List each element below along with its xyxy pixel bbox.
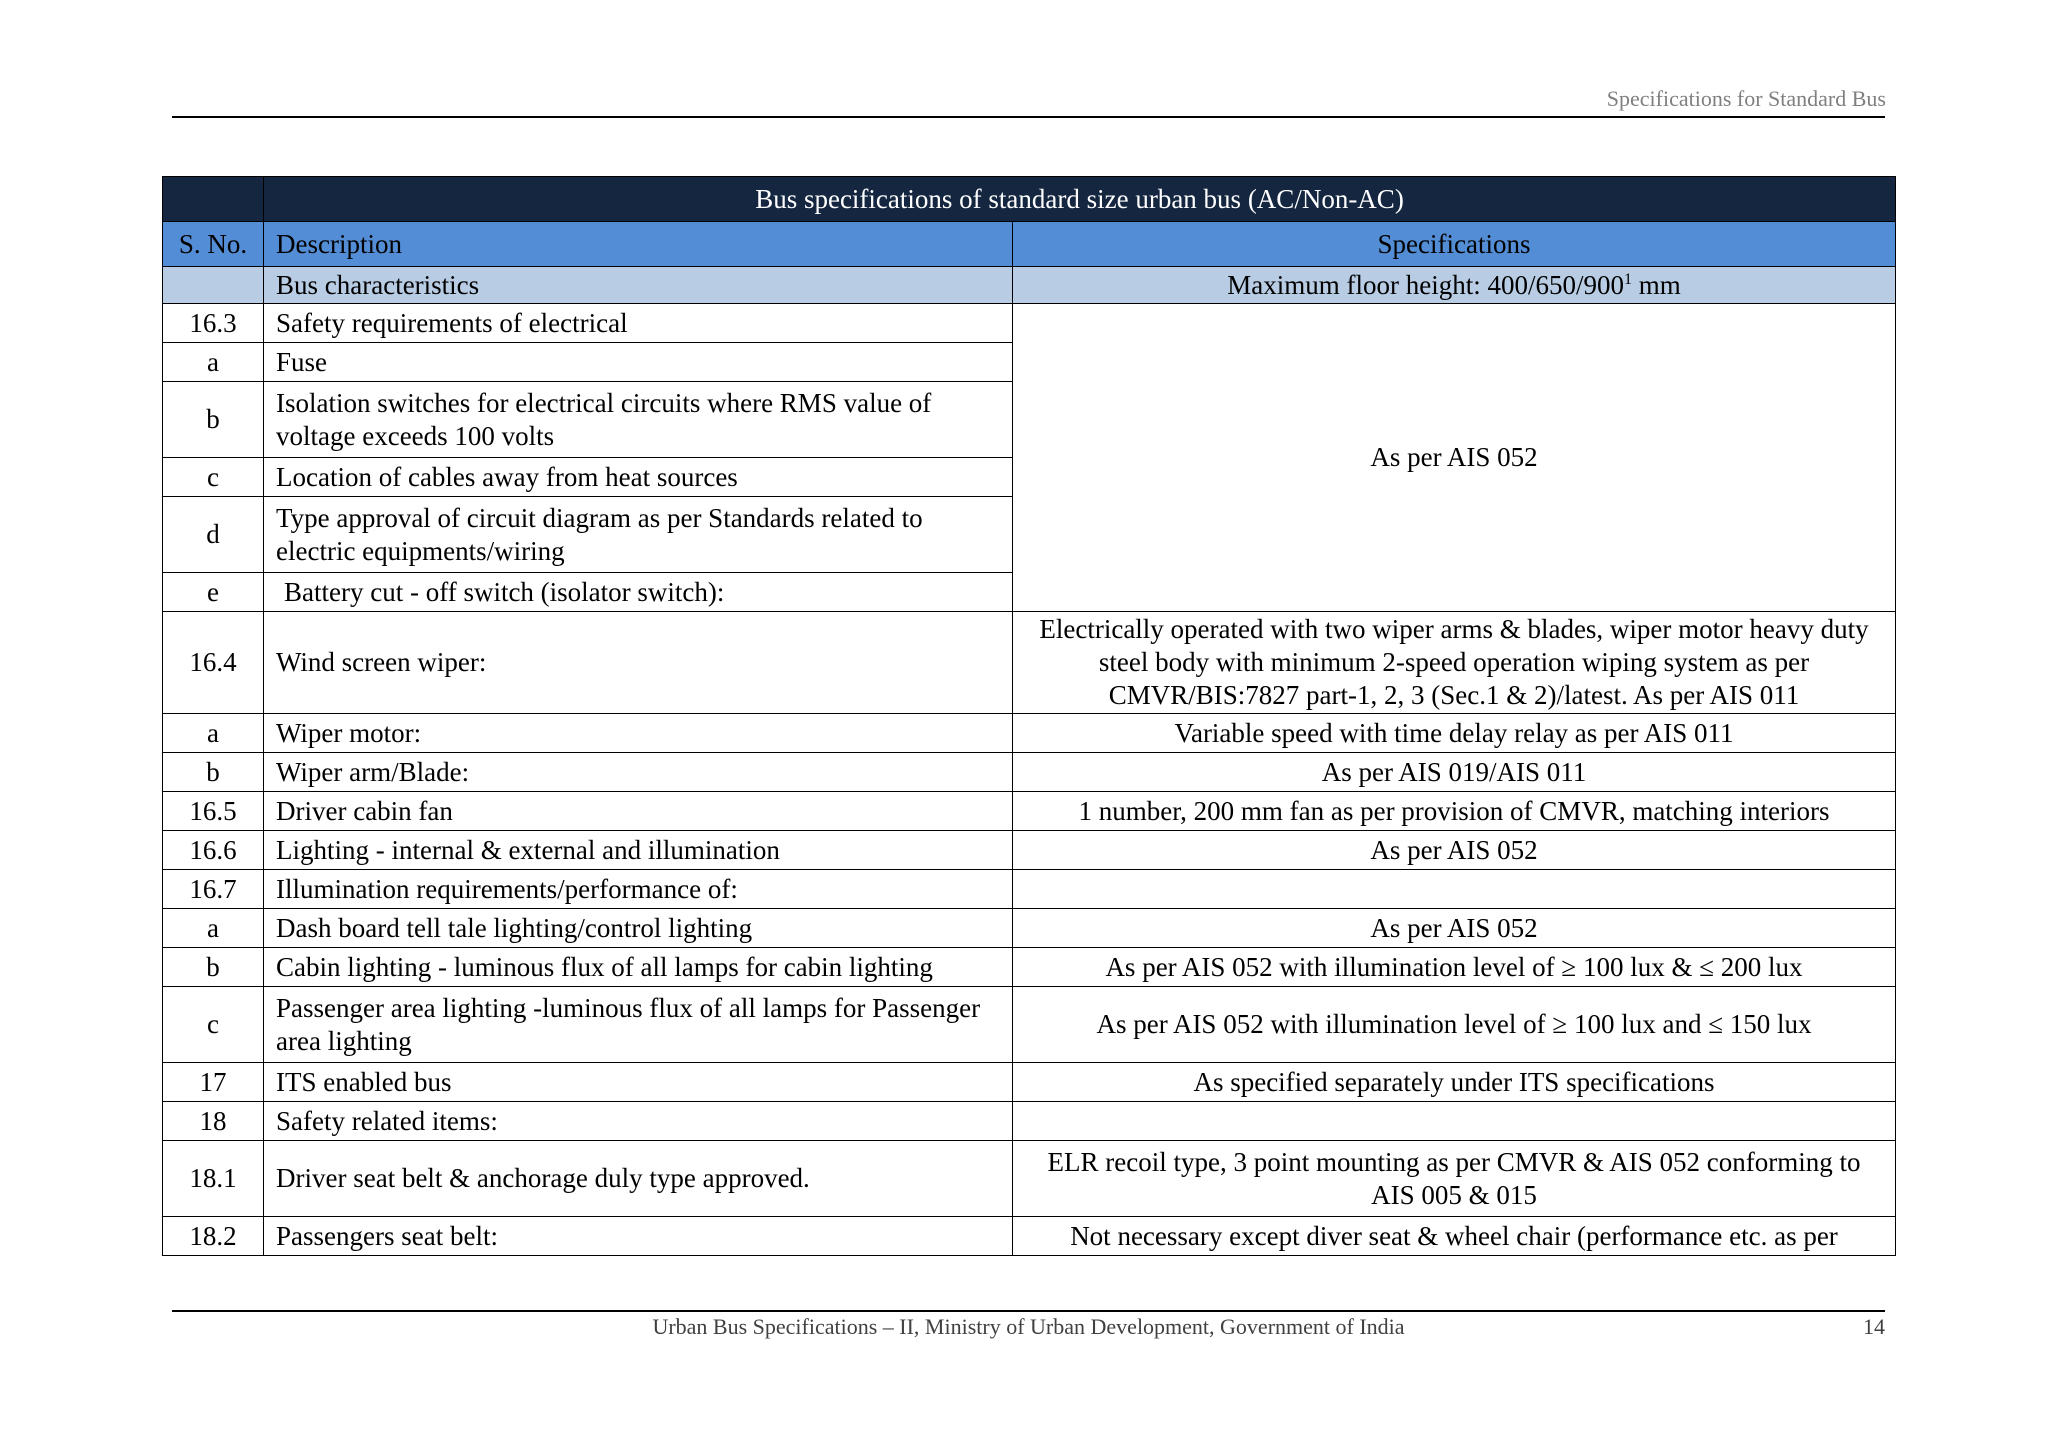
row-spec: Not necessary except diver seat & wheel chair (performance etc. as per xyxy=(1013,1217,1896,1256)
subheader-spec-unit: mm xyxy=(1631,269,1681,300)
row-spec: As per AIS 052 xyxy=(1013,909,1896,948)
table-row xyxy=(163,612,1896,714)
row-sno: c xyxy=(163,987,264,1063)
table-title-row xyxy=(163,177,1896,222)
table-row xyxy=(163,714,1896,753)
row-sno: 17 xyxy=(163,1063,264,1102)
row-spec: As per AIS 019/AIS 011 xyxy=(1013,753,1896,792)
row-description: Cabin lighting - luminous flux of all lamps for cabin lighting xyxy=(264,948,1013,987)
table-row xyxy=(163,1102,1896,1141)
table-row xyxy=(163,870,1896,909)
header-rule xyxy=(172,116,1885,118)
table-row xyxy=(163,792,1896,831)
row-spec: Electrically operated with two wiper arms & blades, wiper motor heavy duty steel body with minimum 2-speed operation wiping system as per CMVR/BIS:7827 part-1, 2, 3 (Sec.1 & 2)/latest. As per AIS 011 xyxy=(1013,612,1896,714)
row-spec: As per AIS 052 xyxy=(1013,831,1896,870)
row-sno: c xyxy=(163,458,264,497)
footer-rule xyxy=(172,1310,1885,1312)
table-row xyxy=(163,909,1896,948)
row-sno: a xyxy=(163,714,264,753)
column-header-row xyxy=(163,222,1896,267)
table-row xyxy=(163,753,1896,792)
row-spec xyxy=(1013,1102,1896,1141)
row-sno: 18.1 xyxy=(163,1141,264,1217)
column-header-description: Description xyxy=(264,222,1013,267)
row-sno: 18.2 xyxy=(163,1217,264,1256)
row-description-text: Battery cut - off switch (isolator switch): xyxy=(284,576,725,607)
row-spec: As per AIS 052 with illumination level of ≥ 100 lux and ≤ 150 lux xyxy=(1013,987,1896,1063)
footer-text: Urban Bus Specifications – II, Ministry of Urban Development, Government of India xyxy=(652,1314,1405,1339)
table-row xyxy=(163,987,1896,1063)
row-sno: 18 xyxy=(163,1102,264,1141)
table-row xyxy=(163,1141,1896,1217)
row-sno: d xyxy=(163,497,264,573)
row-description: Location of cables away from heat sources xyxy=(264,458,1013,497)
row-description: Wind screen wiper: xyxy=(264,612,1013,714)
row-sno: 16.3 xyxy=(163,304,264,343)
row-spec: As per AIS 052 with illumination level of ≥ 100 lux & ≤ 200 lux xyxy=(1013,948,1896,987)
row-description: Fuse xyxy=(264,343,1013,382)
row-description: ITS enabled bus xyxy=(264,1063,1013,1102)
row-description: Illumination requirements/performance of: xyxy=(264,870,1013,909)
specifications-table xyxy=(162,176,1896,1256)
row-description: Safety related items: xyxy=(264,1102,1013,1141)
row-spec: As specified separately under ITS specifications xyxy=(1013,1063,1896,1102)
table-row xyxy=(163,304,1896,343)
row-sno: b xyxy=(163,382,264,458)
column-header-specifications: Specifications xyxy=(1013,222,1896,267)
row-sno: b xyxy=(163,948,264,987)
subheader-empty-cell xyxy=(163,267,264,304)
page-number: 14 xyxy=(1863,1314,1885,1339)
row-sno: 16.6 xyxy=(163,831,264,870)
title-empty-cell xyxy=(163,177,264,222)
merged-spec-cell: As per AIS 052 xyxy=(1013,304,1896,612)
footnote-marker: 1 xyxy=(1623,270,1632,288)
row-description: Driver seat belt & anchorage duly type approved. xyxy=(264,1141,1013,1217)
table-row xyxy=(163,1217,1896,1256)
row-spec: 1 number, 200 mm fan as per provision of CMVR, matching interiors xyxy=(1013,792,1896,831)
table-row xyxy=(163,831,1896,870)
subheader-description: Bus characteristics xyxy=(264,267,1013,304)
row-sno: 16.4 xyxy=(163,612,264,714)
column-header-sno: S. No. xyxy=(163,222,264,267)
row-sno: a xyxy=(163,343,264,382)
subheader-spec xyxy=(1013,267,1896,304)
row-description: Dash board tell tale lighting/control lighting xyxy=(264,909,1013,948)
page-header-title: Specifications for Standard Bus xyxy=(1606,86,1886,111)
row-description: Type approval of circuit diagram as per Standards related to electric equipments/wiring xyxy=(264,497,1013,573)
subheader-row xyxy=(163,267,1896,304)
row-sno: b xyxy=(163,753,264,792)
row-spec: Variable speed with time delay relay as per AIS 011 xyxy=(1013,714,1896,753)
row-sno: a xyxy=(163,909,264,948)
table-row xyxy=(163,948,1896,987)
table-title: Bus specifications of standard size urban bus (AC/Non-AC) xyxy=(264,177,1896,222)
row-description: Passengers seat belt: xyxy=(264,1217,1013,1256)
row-description: Wiper motor: xyxy=(264,714,1013,753)
row-sno: 16.5 xyxy=(163,792,264,831)
row-description xyxy=(264,573,1013,612)
row-description: Wiper arm/Blade: xyxy=(264,753,1013,792)
row-description: Passenger area lighting -luminous flux of all lamps for Passenger area lighting xyxy=(264,987,1013,1063)
row-description: Lighting - internal & external and illumination xyxy=(264,831,1013,870)
row-description: Isolation switches for electrical circuits where RMS value of voltage exceeds 100 volts xyxy=(264,382,1013,458)
row-description: Safety requirements of electrical xyxy=(264,304,1013,343)
row-spec xyxy=(1013,870,1896,909)
subheader-spec-text: Maximum floor height: 400/650/900 xyxy=(1227,269,1624,300)
row-spec: ELR recoil type, 3 point mounting as per CMVR & AIS 052 conforming to AIS 005 & 015 xyxy=(1013,1141,1896,1217)
row-sno: 16.7 xyxy=(163,870,264,909)
table-row xyxy=(163,1063,1896,1102)
row-sno: e xyxy=(163,573,264,612)
row-description: Driver cabin fan xyxy=(264,792,1013,831)
